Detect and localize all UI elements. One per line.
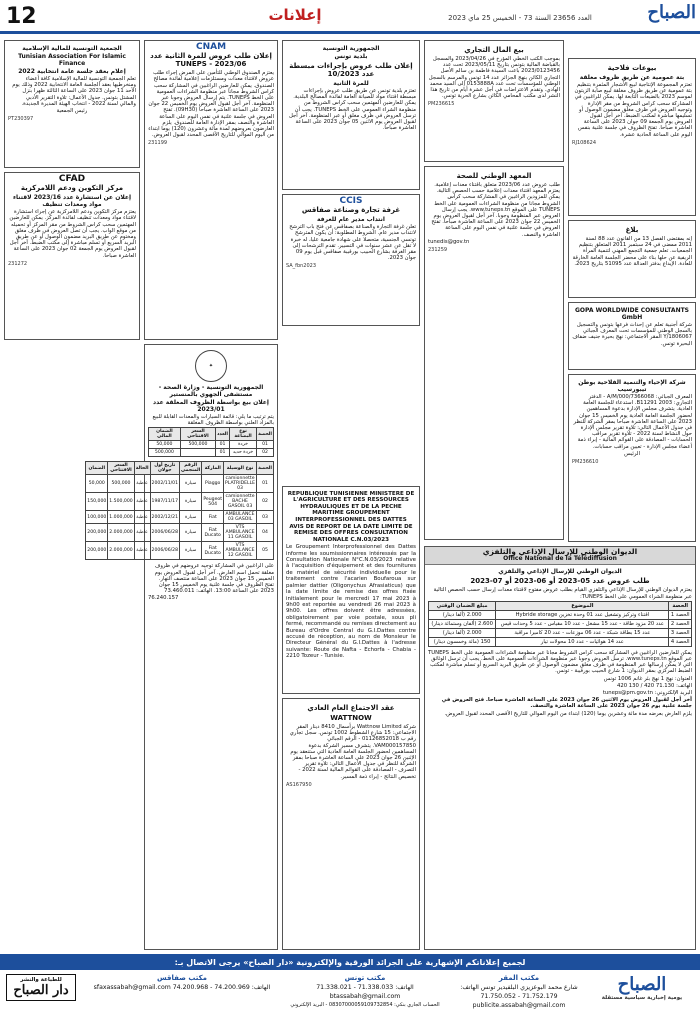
wattnow-title: عقد الاجتماع العام العادي bbox=[307, 704, 395, 712]
table-cell: 2006/06/28 bbox=[150, 524, 179, 542]
table-cell bbox=[180, 449, 215, 457]
scrap-table-header: الحصة bbox=[257, 428, 274, 441]
wattnow-name: WATTNOW bbox=[330, 714, 372, 722]
table-cell: 2002/11/01 bbox=[150, 475, 179, 493]
scrap-table-header: السعر الافتتاحي bbox=[180, 428, 215, 441]
cfad-logo: CFAD bbox=[58, 174, 86, 184]
dates-group-subject: AVIS DE REPORT DE LA DATE LIMITE DE REMISE DES OFFRES CONSULTATION NATIONALE C.N.03/2023 bbox=[289, 524, 413, 543]
lots-table-header: الحصة bbox=[669, 601, 692, 610]
newspaper-logo: الصباح bbox=[647, 2, 696, 23]
page-header bbox=[0, 0, 700, 34]
agri-sale-subtitle: بتة عمومية عن طريق ظروف مغلقة bbox=[579, 74, 685, 81]
table-cell: سيارة bbox=[180, 493, 202, 511]
lots-table-header: مبلغ الضمان الوقتي bbox=[429, 601, 496, 610]
dar-assabah-text: دار الصباح bbox=[13, 983, 69, 998]
vehicles-table-row bbox=[86, 511, 274, 524]
chamber-code: SA_fbn2023 bbox=[286, 263, 317, 270]
vehicles-table-row bbox=[86, 542, 274, 560]
table-cell: camionnette BACHE GASOIL 03 bbox=[224, 493, 257, 511]
agm-sign: الرئيس bbox=[624, 450, 640, 457]
table-cell: الحصة 2 bbox=[670, 620, 690, 627]
table-cell: 05 bbox=[257, 542, 274, 560]
wattnow-meeting bbox=[282, 698, 420, 950]
lots-table-row bbox=[429, 637, 692, 646]
hospital-sale-notice bbox=[87, 344, 278, 950]
cnam-tender bbox=[144, 40, 278, 340]
table-cell: 02 bbox=[257, 493, 274, 511]
office-sfax-title: مكتب صفاقس bbox=[156, 974, 208, 982]
hospital-intro: يتم ترتيب ما يلي: قائمة السيارات والمعدات القابلة للبيع بالمزاد العلني بواسطة الظروف المغلقة bbox=[152, 414, 274, 427]
table-cell: 200,000 bbox=[86, 524, 108, 542]
table-cell: 1.000,000 bbox=[108, 511, 134, 524]
table-cell: عاطبة bbox=[134, 511, 150, 524]
table-cell: 01 bbox=[257, 475, 274, 493]
table-cell: 2.000 (ألفا دينار) bbox=[429, 610, 496, 619]
table-cell: 1987/11/17 bbox=[150, 493, 179, 511]
table-cell: سيارة bbox=[180, 511, 202, 524]
ont-deadline: آخر أجل لقبول العروض يوم الاثنين 26 جوان 2023 على الساعة العاشرة صباحا. فتح العروض في جلسة علنية يوم 26 جوان 2023 على الساعة العاشرة والنصف. bbox=[441, 697, 692, 710]
islamic-finance-sign: رئيس الجمعية bbox=[56, 108, 88, 115]
office-tunis-title: مكتب تونس bbox=[344, 974, 386, 982]
office-hq bbox=[450, 974, 588, 1024]
table-cell: 100,000 bbox=[86, 511, 108, 524]
hospital-header: الجمهورية التونسية - وزارة الصحة - مستشفى الجهوي بالمنستير bbox=[158, 384, 264, 398]
cfad-code: 231272 bbox=[8, 260, 28, 267]
agri-sale-body: تعتزم المجموعة الإنتاجية لبيع الأشجار المثمرة بتنظيم بتة عمومية عن طريق ظروف مغلقة لبيع صابة الزيتون لموسم 2023 بالضيعات التابعة لها. يمكن للراغبين في المشاركة سحب كراس الشروط من مقر الإدارة وتوجيه العروض في ظرف مغلق مضمون الوصول أو تسليمها مباشرة لمكتب الضبط. آخر أجل لقبول العروض يوم الجمعة 09 جوان 2023 على الساعة العاشرة صباحا. تفتح الظروف في جلسة علنية بنفس اليوم على الساعة الحادية عشرة. bbox=[574, 82, 692, 138]
office-hq-text: شارع محمد البوعزيزي البلفيدير تونس الهاتف: 71.752.179 - 71.750.052 publicite.assabah@gmail.com bbox=[460, 984, 578, 1009]
table-cell: 2002/12/21 bbox=[150, 511, 179, 524]
table-cell: عدد 20 مزود طاقة - عدد 15 مشغل - عدد 10 مقياس - عدد 5 وحدات قيس bbox=[496, 619, 669, 628]
lots-table-row bbox=[429, 619, 692, 628]
table-cell: 200,000 bbox=[86, 542, 108, 560]
scrap-table bbox=[148, 427, 274, 457]
ont-phone: الهاتف: 71.130 420 / 130 420 bbox=[616, 682, 692, 689]
cnam-title: إعلان طلب عروض للمرة الثانية عدد 2023/06 - TUNEPS bbox=[150, 52, 272, 69]
vehicles-table bbox=[85, 461, 274, 560]
agri-sale-title: بيوعات فلاحية bbox=[607, 64, 657, 72]
table-cell: 500,000 bbox=[108, 475, 134, 493]
islamic-finance-title: الجمعية التونسية للمالية الإسلامية bbox=[22, 45, 122, 52]
table-cell: عاطبة bbox=[134, 475, 150, 493]
cfad-subtitle: إعلان عن استشارة عدد 2023/16 لاقتناء مواد ومعدات تنظيف bbox=[12, 194, 132, 209]
hospital-subtitle: إعلان بيع بواسطة الظروف المغلقة عدد 2023/01 bbox=[153, 399, 269, 413]
gopa-body: شركة أجنبية تعلم عن إحداث فرعها بتونس والتسجيل بالسجل الوطني للمؤسسات تحت المعرف الجبائي 1806067/Y المقر الاجتماعي: نهج بحيرة جنيف ضفاف البحيرة تونس. bbox=[572, 322, 692, 347]
cfad-body: يعتزم مركز التكوين ودعم اللامركزية عن إجراء استشارة لاقتناء مواد ومعدات تنظيف لفائدة المركز. يمكن للعارضين المهتمين سحب كراس الشروط من مقر المركز أو تحميله من موقع الواب. يجب أن تصل العروض في ظرف مغلق ومختوم عن طريق البريد مضمون الوصول أو عن طريق البريد السريع أو تسلم مباشرة إلى مكتب الضبط. آخر أجل لقبول العروض يوم الجمعة 02 جوان 2023 على الساعة العاشرة صباحا. bbox=[9, 209, 136, 259]
table-cell: 50,000 bbox=[86, 475, 108, 493]
scrap-table-header: العدد bbox=[216, 428, 230, 441]
scrap-table-row bbox=[149, 441, 274, 449]
dates-group-notice bbox=[282, 486, 420, 694]
table-cell: 50,000 bbox=[149, 441, 181, 449]
dar-assabah-sub: للطباعة والنشر bbox=[20, 977, 62, 983]
agri-sale-code: RJ108624 bbox=[572, 139, 597, 146]
table-cell: 150,000 bbox=[86, 493, 108, 511]
table-cell: الحصة 3 bbox=[670, 629, 690, 636]
office-sfax bbox=[82, 974, 282, 1024]
scrap-table-row bbox=[149, 449, 274, 457]
gopa-company-name: GOPA WORLDWIDE CONSULTANTS GmbH bbox=[574, 307, 690, 321]
table-cell: 2006/06/28 bbox=[150, 542, 179, 560]
vehicles-table-header: الرقم المنجمي bbox=[181, 463, 201, 474]
business-sale-notice bbox=[424, 40, 564, 162]
table-cell: 2.000,000 bbox=[108, 524, 134, 542]
footer-logo-text: الصباح bbox=[617, 974, 667, 995]
health-institute-body: طلب عروض عدد 2023/06 متعلق باقتناء معدات إعلامية. يعتزم المعهد اقتناء معدات إعلامية حسب الحصص التالية. يمكن للمزودين الراغبين في المشاركة سحب كراس الشروط مجانا من منظومة الشراءات العمومية على الخط TUNEPS على الموقع www.tuneps.tn. يجب إرسال العروض عبر المنظومة وجوبا. آخر أجل لقبول العروض يوم الخميس 22 جوان 2023 على الساعة العاشرة صباحا. تفتح العروض في جلسة علنية في نفس اليوم على الساعة العاشرة والنصف. bbox=[431, 182, 560, 238]
vehicles-table-header: السعر الافتتاحي bbox=[108, 462, 134, 475]
table-cell: الحصة 1 bbox=[670, 611, 690, 618]
table-cell: 500,000 bbox=[180, 441, 215, 449]
scrap-table-header: الضمان المالي bbox=[149, 428, 181, 441]
bank-account: الحساب الجاري بنكي: 08307000059109732854 - البريد الإلكتروني bbox=[290, 1002, 440, 1008]
business-sale-title: بيع المال التجاري bbox=[464, 46, 524, 54]
table-cell: Peugeot 504 bbox=[202, 493, 224, 511]
vehicles-table-row bbox=[86, 524, 274, 542]
business-sale-body: بموجب الكتب الخطي المؤرخ في 2023/04/26 والمسجل بالقباضة المالية بتونس بتاريخ 2023/05/11 تحت عدد 2023/0123456 باعت السيدة فاطمة بن سالم الأصل التجاري الكائن بنهج الجزائر عدد 14 تونس والمرسم بالسجل الوطني للمؤسسات تحت عدد 0153888A إلى السيد محمد الهادي. وتقدم الاعتراضات في أجل عشرة أيام من تاريخ هذا النشر لدى مكتب المحامي الكائن بشارع الحرية تونس. bbox=[428, 56, 560, 100]
office-sfax-text: الهاتف: 74.200.969 - 74.200.968 sfaxassabah@gmail.com bbox=[93, 984, 271, 991]
agm-title: شركة الإحياء والتنمية الفلاحية بوطن تيبورسيب bbox=[578, 379, 686, 393]
table-cell: 03 bbox=[257, 511, 274, 524]
section-title: إعلانات bbox=[268, 6, 322, 24]
dates-group-header: REPUBLIQUE TUNISIENNE MINISTERE DE L'AGRICULTURE ET DES RESSOURCES HYDRAULIQUES ET DE LA PECHE MARITIME GROUPEMENT INTERPROFESSIONNEL DES DATTES bbox=[287, 491, 415, 523]
ont-address: العنوان: نهج 1 نهج بئر غانم 1006 تونس bbox=[603, 675, 692, 682]
cnam-code: 231199 bbox=[148, 140, 168, 147]
lots-table-row bbox=[429, 628, 692, 637]
issue-info: العدد 23656 السنة 73 - الخميس 25 ماي 2023 bbox=[448, 14, 592, 22]
office-tunis-text: الهاتف: 71.338.033 - 71.338.021 btassabah@gmail.com bbox=[316, 984, 414, 1000]
table-cell: Fiat Ducato bbox=[202, 524, 224, 542]
table-cell: عدد 14 هوائيات - عدد 10 محولات تيار bbox=[496, 637, 669, 646]
office-tunis bbox=[290, 974, 440, 1024]
islamic-finance-title-fr: Tunisian Association For Islamic Finance bbox=[18, 53, 126, 67]
ont-lots-table bbox=[428, 601, 692, 647]
ont-gray-header bbox=[425, 547, 695, 565]
municipality-name: بلدية تونس bbox=[334, 53, 368, 60]
agm-code: PM236610 bbox=[572, 459, 599, 466]
footer-logo-sub: يومية إخبارية سياسية مستقلة bbox=[601, 995, 683, 1001]
table-cell: Fiat bbox=[202, 511, 224, 524]
table-cell: Fiat Ducato bbox=[202, 542, 224, 560]
ccis-logo: CCIS bbox=[339, 196, 363, 206]
cnam-logo: CNAM bbox=[195, 42, 227, 52]
tunisia-emblem-icon: ✦ bbox=[195, 350, 227, 382]
agri-sale-notice bbox=[568, 58, 696, 216]
ont-heading: طلب عروض عدد 05-2023 أو 06-2023 أو 07-2023 bbox=[470, 577, 650, 586]
ont-intro: يعتزم الديوان الوطني للإرسال الإذاعي والتلفزي القيام بطلب عروض مفتوح لاقتناء معدات إرسال حسب الحصص التالية عبر منظومة الشراء العمومي على الخط TUNEPS: bbox=[433, 587, 692, 600]
table-cell: 04 bbox=[257, 524, 274, 542]
table-cell: عاطبة bbox=[134, 493, 150, 511]
ont-header-fr: Office National de la Télédiffusion bbox=[503, 555, 617, 563]
municipality-tender bbox=[282, 40, 420, 190]
table-cell: اقتناء وتركيز وتشغيل عدد 01 وحدة تخزين Hybride storage bbox=[496, 610, 669, 619]
ont-note: يلزم العارض بعرضه مدة مائة وعشرين يوما (120) ابتداء من اليوم الموالي للتاريخ الأقصى المحدد لقبول العروض. bbox=[444, 710, 692, 717]
table-cell: سيارة bbox=[180, 475, 202, 493]
hospital-footer: على الراغبين في المشاركة توجيه عروضهم في ظروف مغلقة تحمل اسم العارض. آخر أجل لقبول العروض يوم الخميس 15 جوان 2023 على الساعة منتصف النهار. تفتح الظروف في جلسة علنية يوم الخميس 15 جوان 2023 على الساعة 13:00. الهاتف: 73.460.011 bbox=[154, 563, 274, 595]
ont-body: يمكن للعارضين الراغبين في المشاركة سحب كراس الشروط مجانا عبر منظومة الشراءات العمومية على الخط TUNEPS عبر الموقع www.tuneps.tn. ترسل العروض وجوبا عبر منظومة الشراءات العمومية على الخط. يجب أن ترسل الوثائق التي لا يمكن إرسالها عبر المنظومة في ظرف مغلق مضمون الوصول أو عن طريق البريد السريع أو تسلم مباشرة لمكتب الضبط المركزي بمقر الديوان: 1 شارع الحبيب بورقيبة - تونس. bbox=[428, 649, 692, 675]
lots-table-header: الموضوع bbox=[496, 601, 669, 610]
islamic-finance-code: PT230397 bbox=[8, 116, 34, 123]
table-cell: 01 bbox=[216, 449, 230, 457]
wattnow-body: شركة Wattnow Limited برأسمال 8410 دينار المقر الاجتماعي: 15 شارع الشطوط 1002 تونس. سجل تجاري رقم ب 01126852018 - الرقم الجبائي VAM000157850. يتشرف مسير الشركة بدعوة المساهمين لحضور الجلسة العامة العادية التي ستنعقد يوم الإثنين 26 جوان 2023 على الساعة العاشرة صباحا بمقر الشركة للنظر في جدول الأعمال التالي: تلاوة تقرير التصرف - المصادقة على القوائم المالية لسنة 2022 - تخصيص النتائج - إبراء ذمة المسير. bbox=[289, 724, 416, 780]
health-institute-email: tunedis@gov.tn bbox=[428, 238, 470, 245]
vehicles-table-header: تاريخ أول جولان bbox=[150, 462, 179, 475]
chamber-recruitment bbox=[282, 194, 420, 326]
vehicles-table-header: نوع الوسيلة bbox=[224, 462, 257, 475]
dar-assabah-logo bbox=[6, 974, 76, 1001]
chamber-subtitle: انتداب مدير عام للغرفة bbox=[317, 216, 385, 224]
table-cell: سيارة bbox=[180, 542, 202, 560]
table-cell: VTS AMBULANCE 12 GASOIL bbox=[224, 542, 257, 560]
cnam-body: يعتزم الصندوق الوطني للتأمين على المرض إجراء طلب عروض لاقتناء معدات ومستلزمات إعلامية لفائدة مصالح الصندوق. يمكن للعارضين الراغبين في المشاركة سحب كراس الشروط مجانا عبر منظومة الشراءات العمومية على الخط TUNEPS. يتم إرسال العروض وجوبا عبر المنظومة. آخر أجل لقبول العروض يوم الخميس 22 جوان 2023 على الساعة العاشرة صباحا (09H30). تفتح العروض في جلسة علنية في نفس اليوم على الساعة العاشرة والنصف بمقر الإدارة العامة للصندوق. يلزم العارضون بعروضهم لمدة مائة وعشرون (120) يوما ابتداء من اليوم الموالي للتاريخ الأقصى المحدد لقبول العروض. bbox=[148, 70, 274, 139]
table-cell: عدد 15 بطاقة شبكة - عدد 06 موزعات - عدد 20 كاميرا مراقبة bbox=[496, 628, 669, 637]
table-cell: عاطبة bbox=[134, 542, 150, 560]
table-cell: 01 bbox=[216, 441, 230, 449]
gopa-notice bbox=[568, 302, 696, 370]
agm-body: المعرف الجبائي: 7366068/A/M/000 - الدفتر التجاري: B11291 2003. استدعاء للجلسة العامة العادية. يتشرف مجلس الإدارة بدعوة المساهمين لحضور الجلسة العامة العادية يوم الخميس 15 جوان 2023 على الساعة العاشرة صباحا بمقر الشركة للنظر في جدول الأعمال التالي: تلاوة تقرير مجلس الإدارة حول النشاط لسنة 2022 - تلاوة تقرير مراقب الحسابات - المصادقة على القوائم المالية - إبراء ذمة أعضاء مجلس الإدارة - تعيين مراقب حسابات. bbox=[573, 394, 692, 450]
office-hq-title: مكتب المقر bbox=[498, 974, 540, 982]
table-cell: 2.600 (ألفان وستمائة دينار) bbox=[429, 619, 496, 628]
page-footer bbox=[0, 954, 700, 1028]
dissolution-body: إنه بمقتضى الفصل 13 من القانون عدد 88 لسنة 2011 ممضى في 24 سبتمبر 2011 المتعلق بتنظيم الجمعيات. تعلم جمعية التجمع المهني لتنمية المرأة الريفية عن حلها بناء على محضر الجلسة العامة الخارقة للعادة. الإيداع بدفتر العدالة عدد 51095 بتاريخ 2023. bbox=[572, 236, 692, 267]
table-cell: خردة حديد bbox=[229, 449, 256, 457]
health-institute-code: 231259 bbox=[428, 247, 448, 254]
islamic-finance-notice bbox=[4, 40, 140, 168]
table-cell: VTS AMBULANCE 11 GASOIL bbox=[224, 524, 257, 542]
table-cell: 2.000 (ألفا دينار) bbox=[429, 628, 496, 637]
health-institute-notice bbox=[424, 166, 564, 540]
vehicles-table-header: الحالة bbox=[134, 462, 150, 475]
table-cell: Piaggo bbox=[202, 475, 224, 493]
table-cell: عاطبة bbox=[134, 524, 150, 542]
ont-tender bbox=[424, 546, 696, 950]
health-institute-title: المعهد الوطني للصحة bbox=[456, 172, 532, 180]
chamber-title: غرفة تجارة وصناعة صفاقس bbox=[301, 206, 401, 215]
municipality-heading: إعلان طلب عروض بإجراءات مبسطة عدد 10/2023 bbox=[289, 62, 413, 78]
table-cell: 02 bbox=[257, 449, 274, 457]
dissolution-title: بلاغ bbox=[625, 226, 639, 234]
ont-header-ar: الديوان الوطني للإرسال الإذاعي والتلفزي bbox=[482, 547, 638, 556]
business-sale-code: PM236615 bbox=[428, 101, 455, 108]
agm-notice bbox=[568, 374, 696, 542]
wattnow-code: AS167950 bbox=[286, 781, 312, 788]
table-cell: الحصة 4 bbox=[670, 638, 690, 645]
municipality-republic: الجمهورية التونسية bbox=[322, 45, 380, 52]
dates-group-body: Le Groupement Interprofessionnel des Dattes informe les soumissionnaires intéressés par la Consultation Nationale N°C.N.03/2023 relative à l'acquisition d'équipement et des fournitures de matériel de sécurité individuelle pour le traitement contre l'acarien Boufaroua sur palmier dattier (Oligonychus Afrasiaticus) que la date limite de remise des offres fixée initialement pour le mercredi 17 mai 2023 à 9h00 est reportée au vendredi 26 mai 2023 à 9h00. Les offres doivent être adressées, obligatoirement par voie postale, sous pli fermé, recommandé ou remises directement au Bureau d'Ordre Central du G.I.Dattes contre accusé de réception, au nom de Monsieur le Directeur Général du G.I.Dattes à l'adresse suivante: Route de Nafta - Echorfa - Chabia - 2210 Tozeur - Tunisie. bbox=[286, 544, 416, 660]
vehicles-table-header: الحصة bbox=[257, 462, 274, 475]
lots-table-row bbox=[429, 610, 692, 619]
vehicles-table-header: الماركة bbox=[202, 462, 224, 475]
islamic-finance-body: تعلم الجمعية التونسية للمالية الإسلامية كافة أعضاء ومنخرطيها بعقد الجلسة العامة الانتخابية 2022 وذلك يوم الأحد 11 جوان 2023 على الساعة الثالثة ظهرا بنزل المشتل بتونس. جدول الأعمال: تلاوة التقرير الأدبي والمالي لسنة 2022 - انتخاب الهيئة المديرة الجديدة. bbox=[12, 76, 136, 107]
table-cell: 1.500,000 bbox=[108, 493, 134, 511]
chamber-body: تعلن غرفة التجارة والصناعة بصفاقس عن فتح باب الترشح لانتداب مدير عام. الشروط المطلوبة: أن يكون المترشح تونسي الجنسية، متحصلا على شهادة جامعية عليا، له خبرة لا تقل عن عشر سنوات في التسيير. تقدم الترشحات إلى مقر الغرفة بشارع الحبيب بورقيبة صفاقس قبل يوم 09 جوان 2023. bbox=[289, 224, 416, 262]
islamic-finance-sub: إعلام بعقد جلسة عامة انتخابية 2022 bbox=[18, 68, 126, 75]
cfad-title: مركز التكوين ودعم اللامركزية bbox=[20, 184, 124, 193]
vehicles-table-row bbox=[86, 493, 274, 511]
table-cell: 500,000 bbox=[149, 449, 181, 457]
table-cell: 150 (مائة وخمسون دينار) bbox=[429, 637, 496, 646]
ont-title: الديوان الوطني للإرسال الإذاعي والتلفزي bbox=[498, 568, 622, 576]
vehicles-table-row bbox=[86, 475, 274, 493]
ont-email: البريد الإلكتروني: tuneps@pm.gov.tn bbox=[602, 690, 692, 697]
municipality-body: تعتزم بلدية تونس عن طريق طلب عروض بإجراءات مبسطة اقتناء مواد للصيانة العامة لفائدة المصالح البلدية. يمكن للعارضين المهتمين سحب كراس الشروط من منظومة الشراء العمومي على الخط TUNEPS. يجب أن ترسل العروض في ظرف مغلق أو عبر المنظومة. آخر أجل لقبول العروض يوم الاثنين 05 جوان 2023 على الساعة العاشرة صباحا. bbox=[289, 88, 416, 132]
table-cell: 01 bbox=[257, 441, 274, 449]
vehicles-table-header: الضمان bbox=[86, 462, 108, 475]
table-cell: 2.000,000 bbox=[108, 542, 134, 560]
dissolution-notice bbox=[568, 220, 696, 298]
scrap-table-header: نوع البضاعة bbox=[229, 428, 256, 441]
footer-logo bbox=[592, 974, 692, 1001]
table-cell: camionnette PLATRIDELLE 03 bbox=[225, 476, 256, 492]
table-cell: خردة bbox=[229, 441, 256, 449]
footer-banner: لجميع إعلاناتكم الإشهارية على الجرائد الورقية والإلكترونية «دار الصباح» يرجى الاتصال بـ: bbox=[0, 956, 700, 970]
page-number: 12 bbox=[6, 4, 37, 29]
table-cell: سيارة bbox=[180, 524, 202, 542]
municipality-heading2: للمرة الثانية bbox=[333, 80, 369, 87]
cfad-consultation bbox=[4, 172, 140, 340]
hospital-phone: 76.240.157 bbox=[148, 595, 179, 602]
table-cell: AMBULANCE 03 GASOIL bbox=[224, 511, 257, 524]
